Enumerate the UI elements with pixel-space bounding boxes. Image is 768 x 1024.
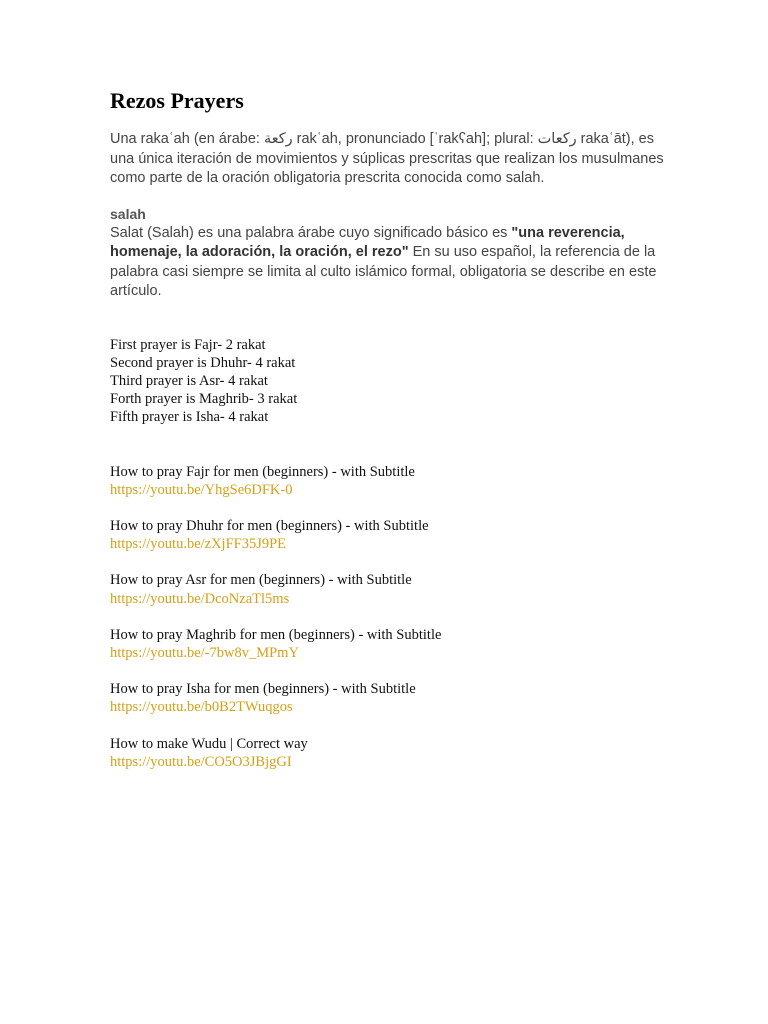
salah-text-a: Salat (Salah) es una palabra árabe cuyo significado básico es (110, 224, 512, 241)
prayer-item-fajr: First prayer is Fajr- 2 rakat (110, 336, 266, 353)
prayer-item-asr: Third prayer is Asr- 4 rakat (110, 372, 268, 389)
video-item-maghrib (110, 626, 620, 662)
video-item-asr (110, 571, 670, 607)
prayer-item-dhuhr: Second prayer is Dhuhr- 4 rakat (110, 354, 296, 371)
prayer-item-isha: Fifth prayer is Isha- 4 rakat (110, 409, 269, 426)
video-label: How to pray Asr for men (beginners) - with Subtitle (110, 572, 412, 589)
salah-heading: salah (110, 205, 146, 222)
video-link-isha[interactable]: https://youtu.be/b0B2TWuqgos (110, 699, 293, 716)
video-label: How to pray Maghrib for men (beginners) - with Subtitle (110, 626, 442, 643)
salah-paragraph (110, 224, 670, 302)
video-item-isha (110, 680, 670, 716)
arabic-rakah: ركعة (263, 131, 293, 147)
video-item-fajr (110, 463, 670, 499)
rakah-text-b: rakʿah, pronunciado [ˈrakʕah]; plural: (292, 131, 538, 147)
video-link-dhuhr[interactable]: https://youtu.be/zXjFF35J9PE (110, 536, 287, 553)
video-label: How to make Wudu | Correct way (110, 735, 308, 752)
arabic-rakaat: ركعات (537, 131, 577, 147)
video-label: How to pray Fajr for men (beginners) - with Subtitle (110, 463, 415, 480)
video-item-dhuhr (110, 517, 670, 553)
video-link-wudu[interactable]: https://youtu.be/CO5O3JBjgGI (110, 753, 292, 770)
video-link-asr[interactable]: https://youtu.be/DcoNzaTl5ms (110, 590, 290, 607)
video-label: How to pray Dhuhr for men (beginners) - with Subtitle (110, 517, 429, 534)
page-title: Rezos Prayers (110, 88, 244, 113)
salah-text-b: En su uso español, la referencia de la palabra casi siempre se limita al culto islámico formal, obligatoria se describe en este artículo. (110, 244, 657, 299)
video-link-maghrib[interactable]: https://youtu.be/-7bw8v_MPmY (110, 644, 299, 661)
video-label: How to pray Isha for men (beginners) - with Subtitle (110, 681, 416, 698)
salah-bold-definition: "una reverencia, homenaje, la adoración, la oración, el rezo" (110, 224, 625, 260)
rakah-text-c: rakaʿāt), es una única iteración de movimientos y súplicas prescritas que realizan los musulmanes como parte de la oración obligatoria prescrita conocida como salah. (110, 131, 664, 186)
rakah-paragraph (110, 130, 670, 189)
document-page (110, 88, 670, 789)
video-item-wudu (110, 735, 670, 771)
rakah-text-a: Una rakaʿah (en árabe: (110, 131, 264, 147)
prayer-item-maghrib: Forth prayer is Maghrib- 3 rakat (110, 391, 298, 408)
video-link-fajr[interactable]: https://youtu.be/YhgSe6DFK-0 (110, 481, 293, 498)
prayer-list (110, 336, 670, 427)
